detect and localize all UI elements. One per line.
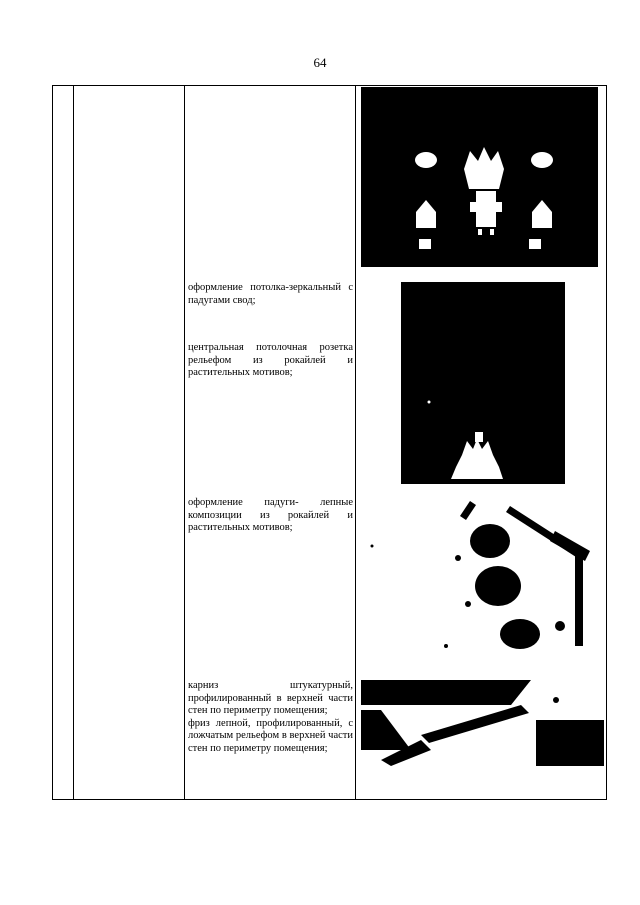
rosette-photo	[401, 282, 565, 484]
description-paragraph: оформление потолка-зеркальный с падугами свод;	[188, 282, 353, 306]
cornice-photo	[361, 680, 604, 766]
ceiling-photo	[361, 87, 598, 267]
description-paragraph: оформление падуги- лепные композиции из рокайлей и растительных мотивов;	[188, 497, 353, 533]
description-paragraph: карниз штукатурный, профилированный в верхней части стен по периметру помещения;	[188, 680, 353, 716]
table-row-text	[188, 680, 353, 755]
description-paragraph: центральная потолочная розетка рельефом из рокайлей и растительных мотивов;	[188, 342, 353, 378]
table-row-text	[188, 282, 353, 307]
table-column-divider	[73, 86, 74, 799]
table-column-divider	[355, 86, 356, 799]
padug-photo	[360, 496, 600, 666]
description-paragraph: фриз лепной, профилированный, с ложчатым рельефом в верхней части стен по периметру помещения;	[188, 717, 353, 754]
table-row-text	[188, 342, 353, 380]
table-column-divider	[184, 86, 185, 799]
page-number: 64	[313, 55, 327, 70]
table-row-text	[188, 497, 353, 535]
